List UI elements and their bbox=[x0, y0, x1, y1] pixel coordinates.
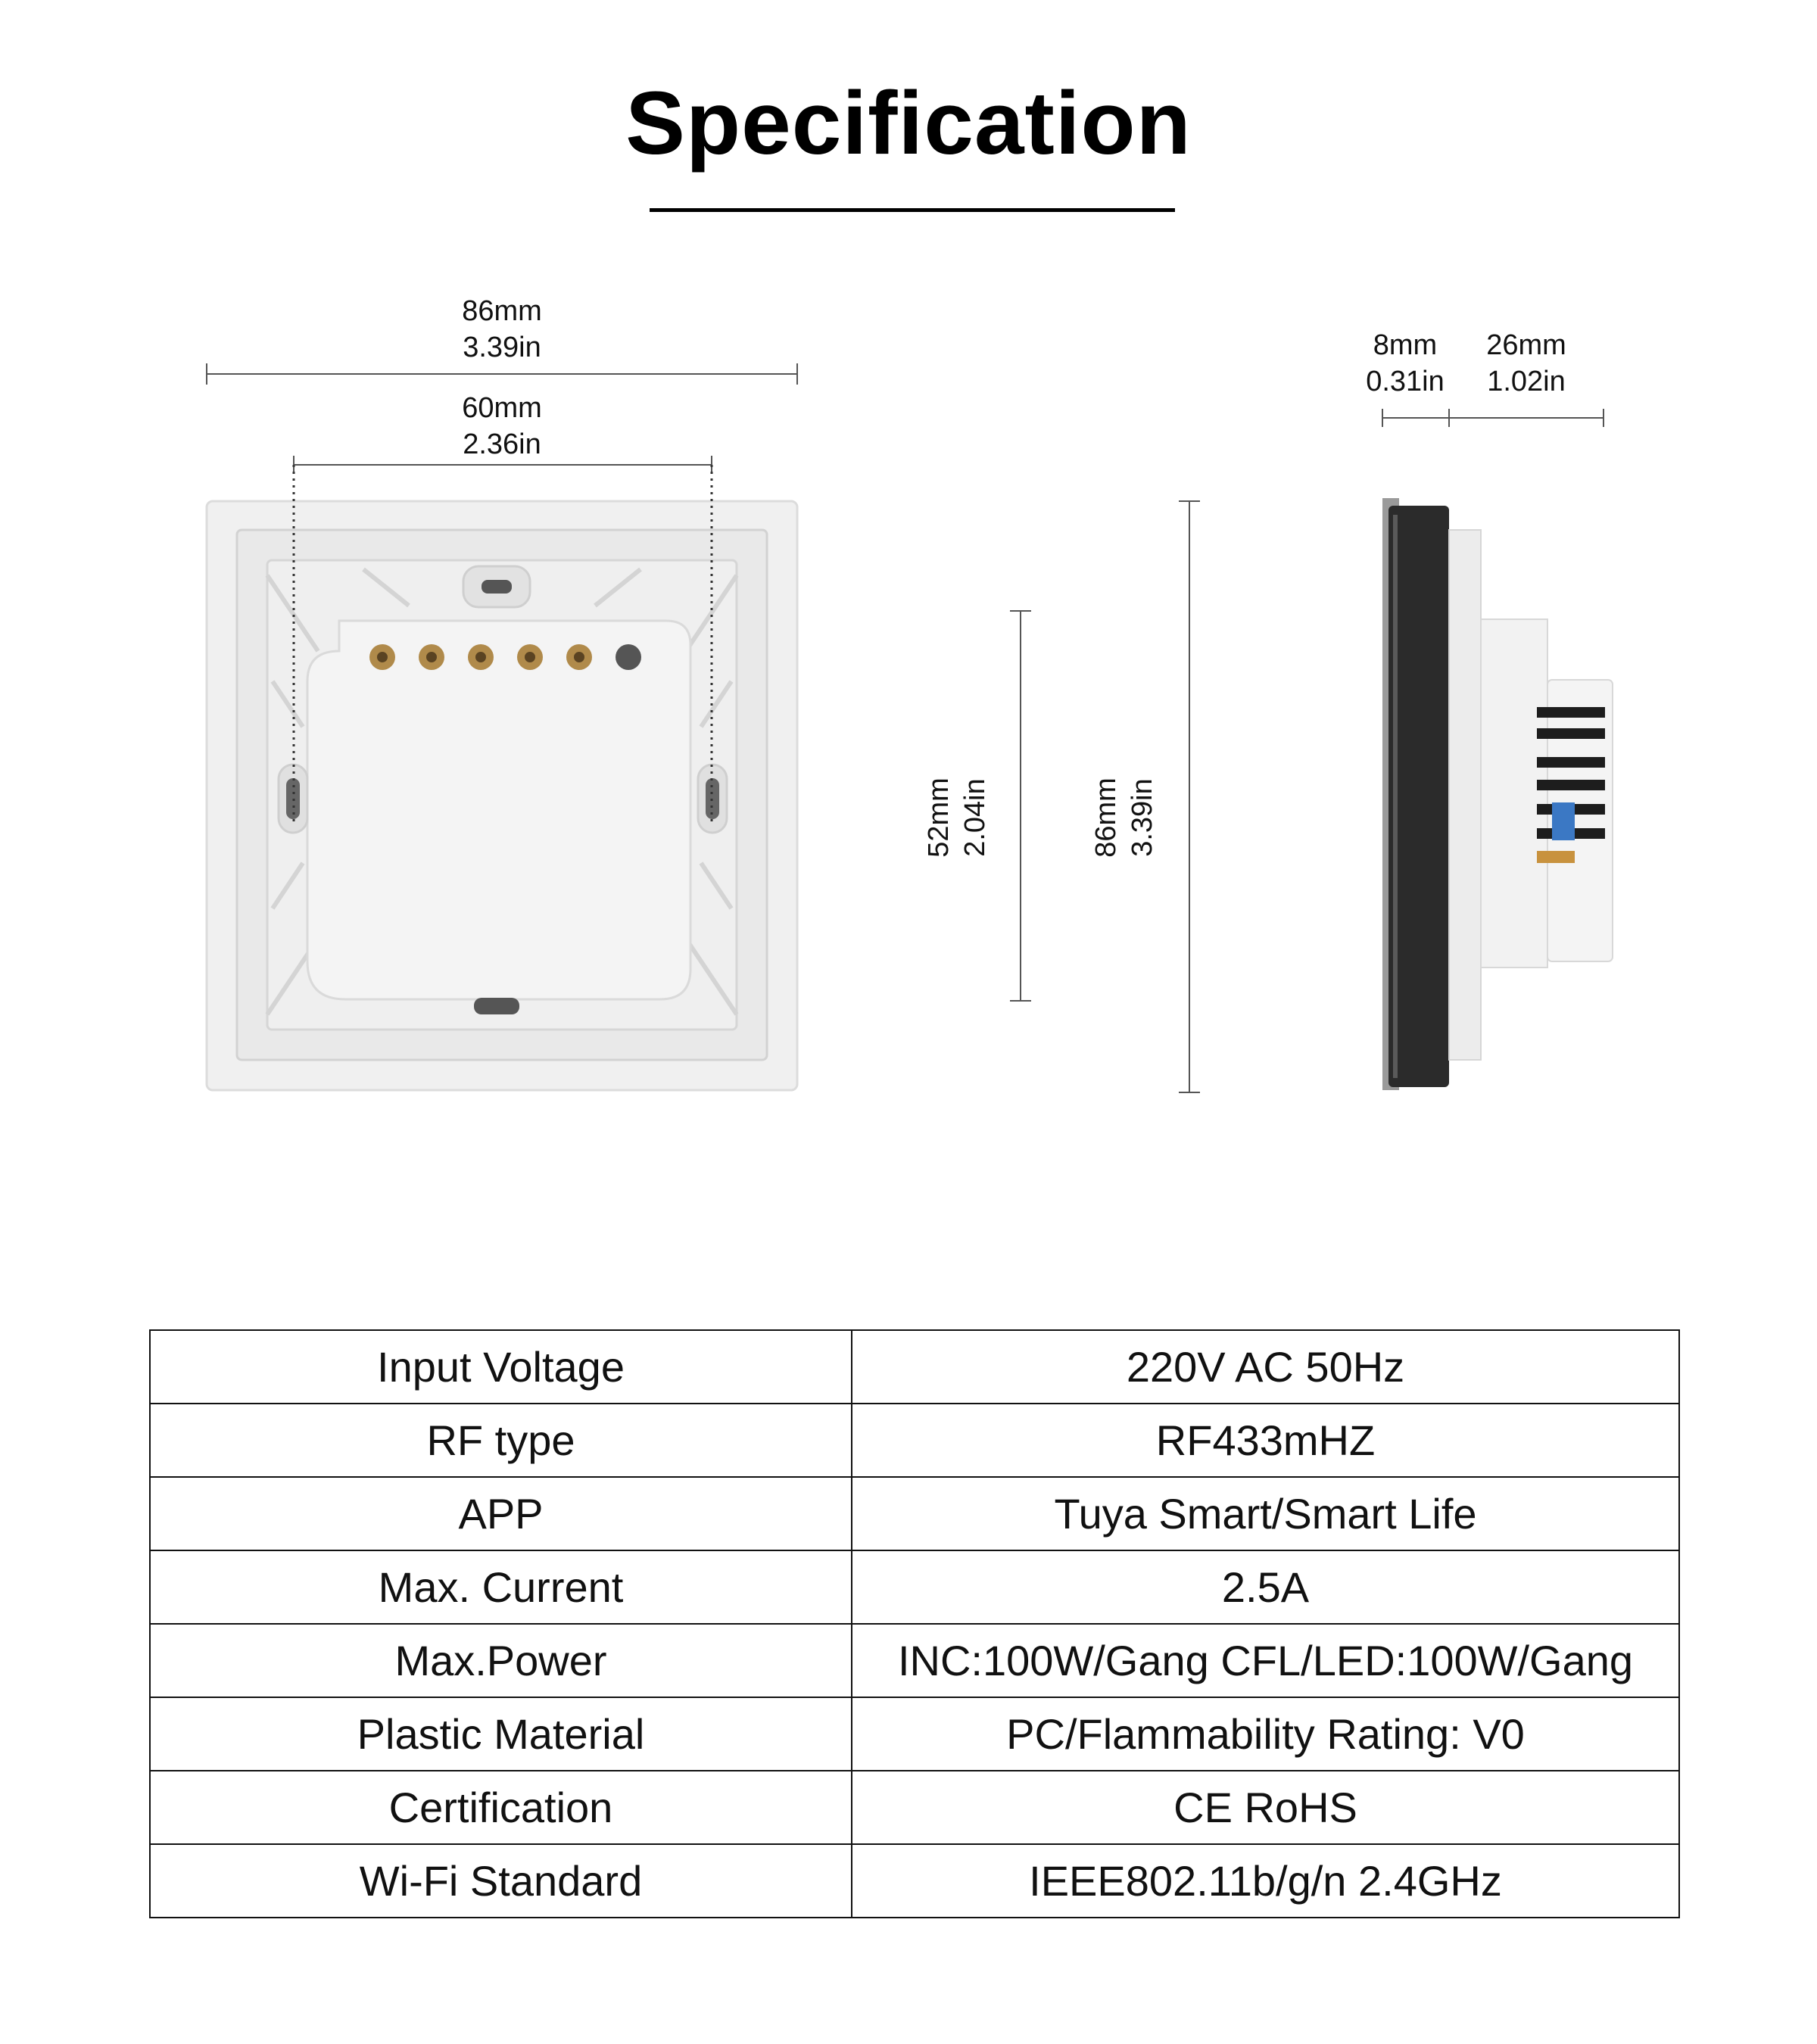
height-outer-in: 3.39in bbox=[1127, 778, 1158, 857]
switch-side-view bbox=[1382, 498, 1613, 1090]
spec-label: Input Voltage bbox=[150, 1330, 852, 1404]
spec-value: Tuya Smart/Smart Life bbox=[852, 1477, 1679, 1550]
front-width-inner-in: 2.36in bbox=[463, 428, 541, 460]
side-front-depth-label bbox=[1345, 327, 1466, 400]
table-row bbox=[150, 1330, 1679, 1404]
height-outer-line bbox=[1179, 501, 1200, 1092]
spec-value: INC:100W/Gang CFL/LED:100W/Gang bbox=[852, 1624, 1679, 1697]
spec-value: 2.5A bbox=[852, 1550, 1679, 1624]
side-back-depth-in: 1.02in bbox=[1487, 366, 1566, 397]
height-outer-mm: 86mm bbox=[1090, 777, 1122, 858]
table-row bbox=[150, 1697, 1679, 1771]
side-depth-line bbox=[1382, 409, 1604, 427]
spec-table bbox=[149, 1329, 1680, 1918]
spec-value: RF433mHZ bbox=[852, 1404, 1679, 1477]
table-row bbox=[150, 1404, 1679, 1477]
side-front-depth-mm: 8mm bbox=[1373, 329, 1438, 361]
table-row bbox=[150, 1771, 1679, 1844]
spec-label: Max.Power bbox=[150, 1624, 852, 1697]
spec-label: Certification bbox=[150, 1771, 852, 1844]
front-width-inner-label bbox=[426, 390, 578, 463]
height-inner-mm: 52mm bbox=[923, 777, 955, 858]
height-inner-in: 2.04in bbox=[959, 778, 991, 857]
front-width-outer-label bbox=[426, 293, 578, 366]
table-row bbox=[150, 1477, 1679, 1550]
spec-label: APP bbox=[150, 1477, 852, 1550]
spec-value: 220V AC 50Hz bbox=[852, 1330, 1679, 1404]
spec-label: Plastic Material bbox=[150, 1697, 852, 1771]
side-front-depth-in: 0.31in bbox=[1366, 366, 1445, 397]
front-width-outer-mm: 86mm bbox=[462, 295, 542, 327]
table-row bbox=[150, 1624, 1679, 1697]
page-title: Specification bbox=[625, 73, 1192, 173]
spec-value: PC/Flammability Rating: V0 bbox=[852, 1697, 1679, 1771]
height-inner-label bbox=[921, 742, 996, 893]
height-outer-label bbox=[1088, 742, 1164, 893]
front-width-outer-in: 3.39in bbox=[463, 332, 541, 363]
spec-value: CE RoHS bbox=[852, 1771, 1679, 1844]
spec-value: IEEE802.11b/g/n 2.4GHz bbox=[852, 1844, 1679, 1918]
front-width-inner-mm: 60mm bbox=[462, 392, 542, 424]
table-row bbox=[150, 1550, 1679, 1624]
side-back-depth-mm: 26mm bbox=[1486, 329, 1566, 361]
table-row bbox=[150, 1844, 1679, 1918]
spec-label: Max. Current bbox=[150, 1550, 852, 1624]
height-inner-line bbox=[1010, 611, 1031, 1001]
spec-label: RF type bbox=[150, 1404, 852, 1477]
side-back-depth-label bbox=[1466, 327, 1587, 400]
spec-label: Wi-Fi Standard bbox=[150, 1844, 852, 1918]
switch-back-view bbox=[207, 501, 797, 1090]
front-width-outer-line bbox=[207, 363, 797, 385]
